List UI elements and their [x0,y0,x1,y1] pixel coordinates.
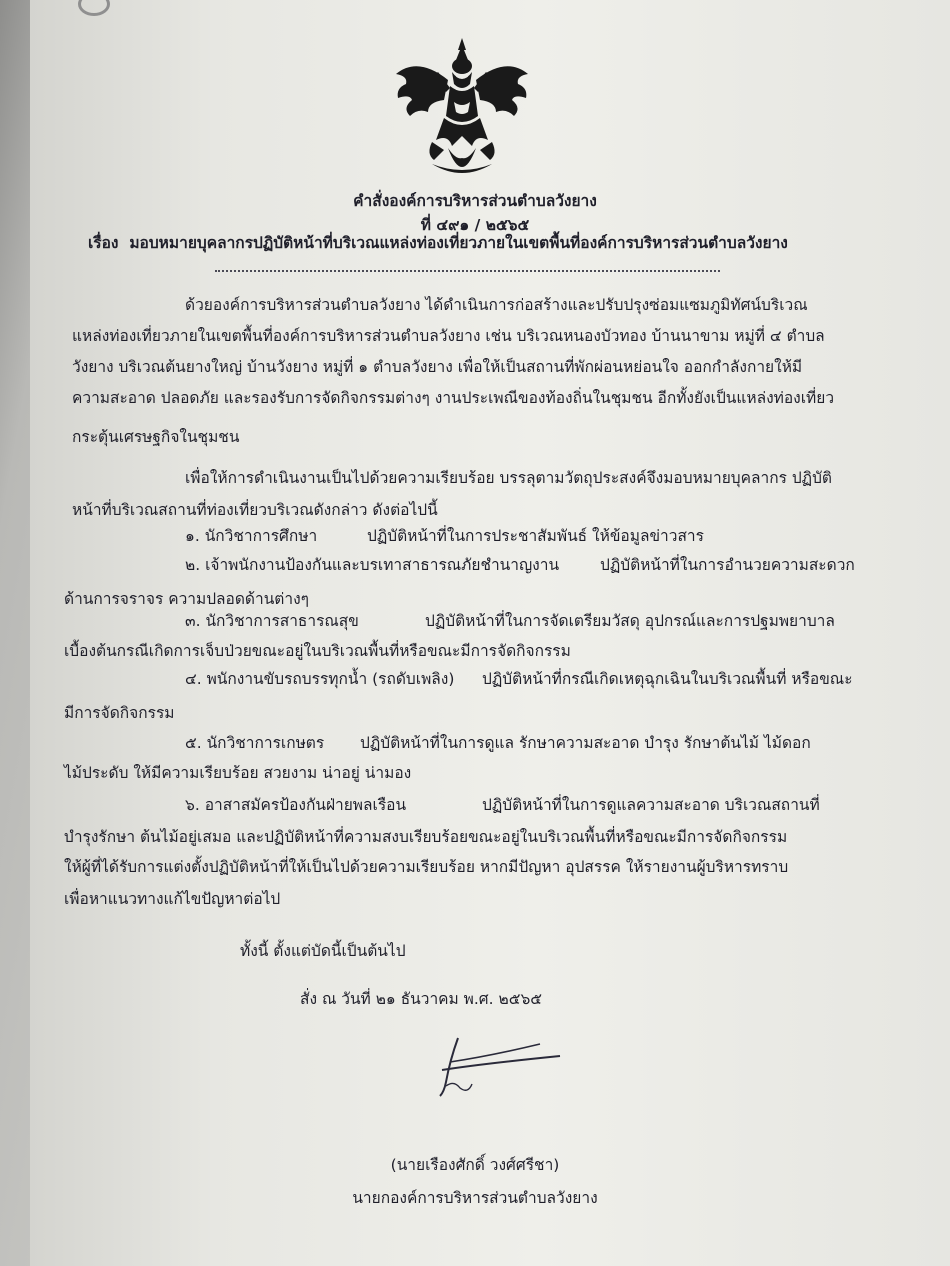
intro-line-1: ด้วยองค์การบริหารส่วนตำบลวังยาง ได้ดำเนินการก่อสร้างและปรับปรุงซ่อมแซมภูมิทัศน์บริเวณ [185,296,808,314]
item-6-position: ๖. อาสาสมัครป้องกันฝ่ายพลเรือน [185,796,407,814]
intro-line-2: แหล่งท่องเที่ยวภายในเขตพื้นที่องค์การบริหารส่วนตำบลวังยาง เช่น บริเวณหนองบัวทอง บ้านนาขาม หมู่ที่ ๔ ตำบล [72,327,825,345]
item-1-position: ๑. นักวิชาการศึกษา [185,527,318,545]
item-4-cont: มีการจัดกิจกรรม [64,704,175,722]
subject-line [88,230,788,255]
item-4-duty: ปฏิบัติหน้าที่กรณีเกิดเหตุฉุกเฉินในบริเวณพื้นที่ หรือขณะ [482,670,853,688]
item-6-cont: บำรุงรักษา ต้นไม้อยู่เสมอ และปฏิบัติหน้าที่ความสงบเรียบร้อยขณะอยู่ในบริเวณพื้นที่หรือขณะมีการจัดกิจกรรม [64,828,788,846]
closing-line-2: เพื่อหาแนวทางแก้ไขปัญหาต่อไป [64,890,281,908]
divider-dots [215,270,720,272]
garuda-emblem-icon [388,36,536,186]
effective-date: ทั้งนี้ ตั้งแต่บัดนี้เป็นต้นไป [240,942,406,960]
subject-label: เรื่อง [88,234,119,252]
signer-position: นายกองค์การบริหารส่วนตำบลวังยาง [352,1189,598,1207]
item-3-position: ๓. นักวิชาการสาธารณสุข [185,612,359,630]
item-2-cont: ด้านการจราจร ความปลอดด้านต่างๆ [64,590,309,608]
subject-text: มอบหมายบุคลากรปฏิบัติหน้าที่บริเวณแหล่งท่องเที่ยวภายในเขตพื้นที่องค์การบริหารส่วนตำบลวังยาง [129,234,788,252]
item-5-duty: ปฏิบัติหน้าที่ในการดูแล รักษาความสะอาด บำรุง รักษาต้นไม้ ไม้ดอก [360,734,811,752]
intro-line-4: ความสะอาด ปลอดภัย และรองรับการจัดกิจกรรมต่างๆ งานประเพณีของท้องถิ่นในชุมชน อีกทั้งยังเป็นแหล่งท่องเที่ยว [72,389,835,407]
closing-line-1: ให้ผู้ที่ได้รับการแต่งตั้งปฏิบัติหน้าที่ให้เป็นไปด้วยความเรียบร้อย หากมีปัญหา อุปสรรค ให้รายงานผู้บริหารทราบ [64,858,789,876]
intro-line-3: วังยาง บริเวณต้นยางใหญ่ บ้านวังยาง หมู่ที่ ๑ ตำบลวังยาง เพื่อให้เป็นสถานที่พักผ่อนหย่อนใจ ออกกำลังกายให้มี [72,358,803,376]
signer-name: (นายเรืองศักดิ์ วงศ์ศรีชา) [390,1156,560,1174]
item-3-cont: เบื้องต้นกรณีเกิดการเจ็บป่วยขณะอยู่ในบริเวณพื้นที่หรือขณะมีการจัดกิจกรรม [64,642,571,660]
item-4-position: ๔. พนักงานขับรถบรรทุกน้ำ (รถดับเพลิง) [185,670,455,688]
intro-line-5: กระตุ้นเศรษฐกิจในชุมชน [72,428,240,446]
order-date: สั่ง ณ วันที่ ๒๑ ธันวาคม พ.ศ. ๒๕๖๕ [300,990,543,1008]
purpose-line-2: หน้าที่บริเวณสถานที่ท่องเที่ยวบริเวณดังกล่าว ดังต่อไปนี้ [72,501,438,519]
handwritten-signature-icon [420,1030,570,1100]
item-5-cont: ไม้ประดับ ให้มีความเรียบร้อย สวยงาม น่าอยู่ น่ามอง [64,764,412,782]
order-number: ที่ ๔๙๑ / ๒๕๖๕ [420,216,530,234]
item-6-duty: ปฏิบัติหน้าที่ในการดูแลความสะอาด บริเวณสถานที่ [482,796,820,814]
purpose-line-1: เพื่อให้การดำเนินงานเป็นไปด้วยความเรียบร้อย บรรลุตามวัตถุประสงค์จึงมอบหมายบุคลากร ปฏิบัติ [185,469,832,487]
item-3-duty: ปฏิบัติหน้าที่ในการจัดเตรียมวัสดุ อุปกรณ์และการปฐมพยาบาล [425,612,835,630]
item-2-position: ๒. เจ้าพนักงานป้องกันและบรเทาสาธารณภัยชำนาญงาน [185,556,560,574]
item-5-position: ๕. นักวิชาการเกษตร [185,734,325,752]
order-title: คำสั่งองค์การบริหารส่วนตำบลวังยาง [353,192,597,210]
item-2-duty: ปฏิบัติหน้าที่ในการอำนวยความสะดวก [600,556,855,574]
item-1-duty: ปฏิบัติหน้าที่ในการประชาสัมพันธ์ ให้ข้อมูลข่าวสาร [367,527,704,545]
